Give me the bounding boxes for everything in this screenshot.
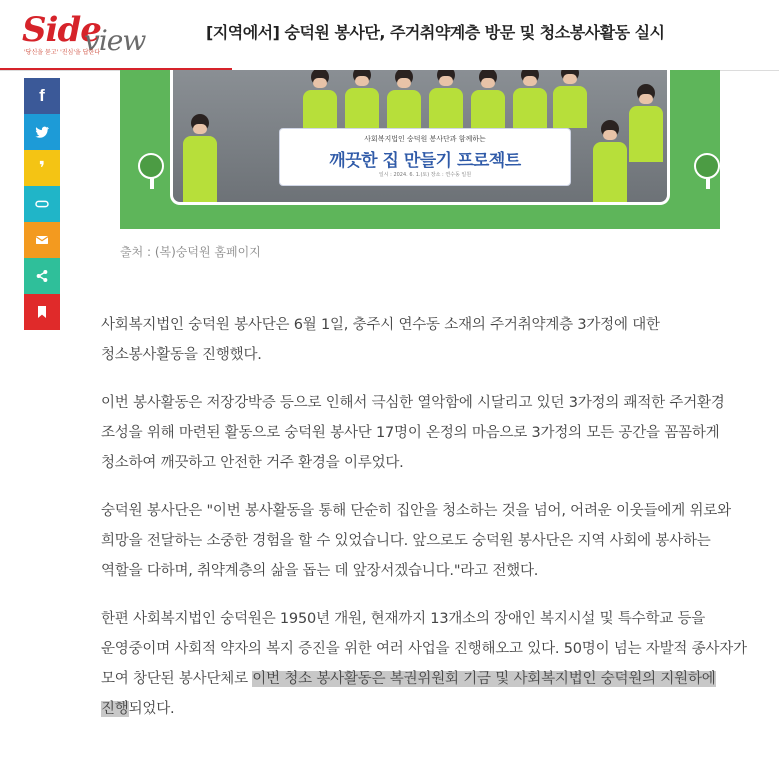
copy-link-button[interactable] [24,186,60,222]
tree-illustration [138,153,164,179]
volunteer-group-photo [170,70,670,205]
logo-view-text: view [84,24,146,57]
facebook-icon: f [39,86,45,105]
twitter-share-button[interactable] [24,114,60,150]
logo-side-text: Side [22,10,101,50]
volunteer-figure [629,84,663,162]
kakaostory-share-button[interactable] [24,150,60,186]
article-photo [120,70,720,229]
site-logo[interactable] [22,12,162,58]
facebook-share-button[interactable] [24,78,60,114]
site-header [0,0,779,70]
email-share-button[interactable] [24,222,60,258]
kakaostory-icon: ❜ [38,157,46,179]
volunteer-figure [553,70,587,128]
logo-tagline: '당신을 묻고' '진심'을 답한다 [24,49,101,56]
project-banner [279,128,571,186]
banner-subtitle: 사회복지법인 숭덕원 봉사단과 함께하는 [364,135,486,143]
tree-illustration [694,153,720,179]
volunteer-figure [593,120,627,202]
volunteer-figure [183,114,217,202]
share-button[interactable] [24,258,60,294]
share-icon [34,268,50,284]
share-sidebar [24,78,60,330]
bookmark-button[interactable] [24,294,60,330]
article-paragraph: 이번 봉사활동은 저장강박증 등으로 인해서 극심한 열악함에 시달리고 있던 3가정의 쾌적한 주거환경 조성을 위해 마련된 활동으로 숭덕원 봉사단 17명이 온정의 마음으로 3가정의 모든 공간을 꼼꼼하게 청소하여 깨끗하고 안전한 거주 환경을 이루었다. [101,395,725,471]
link-icon [34,196,50,212]
article-body [101,310,747,742]
article-paragraph: 숭덕원 봉사단은 "이번 봉사활동을 통해 단순히 집안을 청소하는 것을 넘어, 어려운 이웃들에게 위로와 희망을 전달하는 소중한 경험을 할 수 있었습니다. 앞으로도 숭덕원 봉사단은 지역 사회에 봉사하는 역할을 다하며, 취약계층의 삶을 돕는 데 앞장서겠습니다."라고 전했다. [101,503,731,579]
highlighted-text: 이번 청소 봉사활동은 복권위원회 기금 및 사회복지법인 숭덕원의 지원하에 진행 [101,671,716,717]
twitter-icon [34,124,50,140]
paragraph-text: 되었다. [128,701,175,717]
volunteer-figure [345,70,379,130]
volunteer-figure [513,70,547,130]
article-title: [지역에서] 숭덕원 봉사단, 주거취약계층 방문 및 청소봉사활동 실시 [206,23,665,42]
volunteer-figure [303,70,337,132]
volunteer-figure [387,70,421,132]
banner-title: 깨끗한 집 만들기 프로젝트 [329,151,521,171]
article-paragraph [101,604,747,724]
bookmark-icon [34,304,50,320]
banner-footer: 일시 : 2024. 6. 1.(토) 장소 : 연수동 일원 [378,172,472,178]
paragraph-text: 한편 사회복지법인 숭덕원은 1950년 개원, 현재까지 13개소의 장애인 복지시설 및 특수학교 등을 운영중이며 사회적 약자의 복지 증진을 위한 여러 사업을 진행해오고 있다. 50명이 넘는 자발적 종사자가 모여 창단된 봉사단체로 [101,611,747,687]
volunteer-figure [429,70,463,130]
photo-caption: 출처 : (복)숭덕원 홈페이지 [120,245,261,259]
article-paragraph: 사회복지법인 숭덕원 봉사단은 6월 1일, 충주시 연수동 소재의 주거취약계층 3가정에 대한 청소봉사활동을 진행했다. [101,317,660,363]
mail-icon [34,232,50,248]
volunteer-figure [471,70,505,132]
